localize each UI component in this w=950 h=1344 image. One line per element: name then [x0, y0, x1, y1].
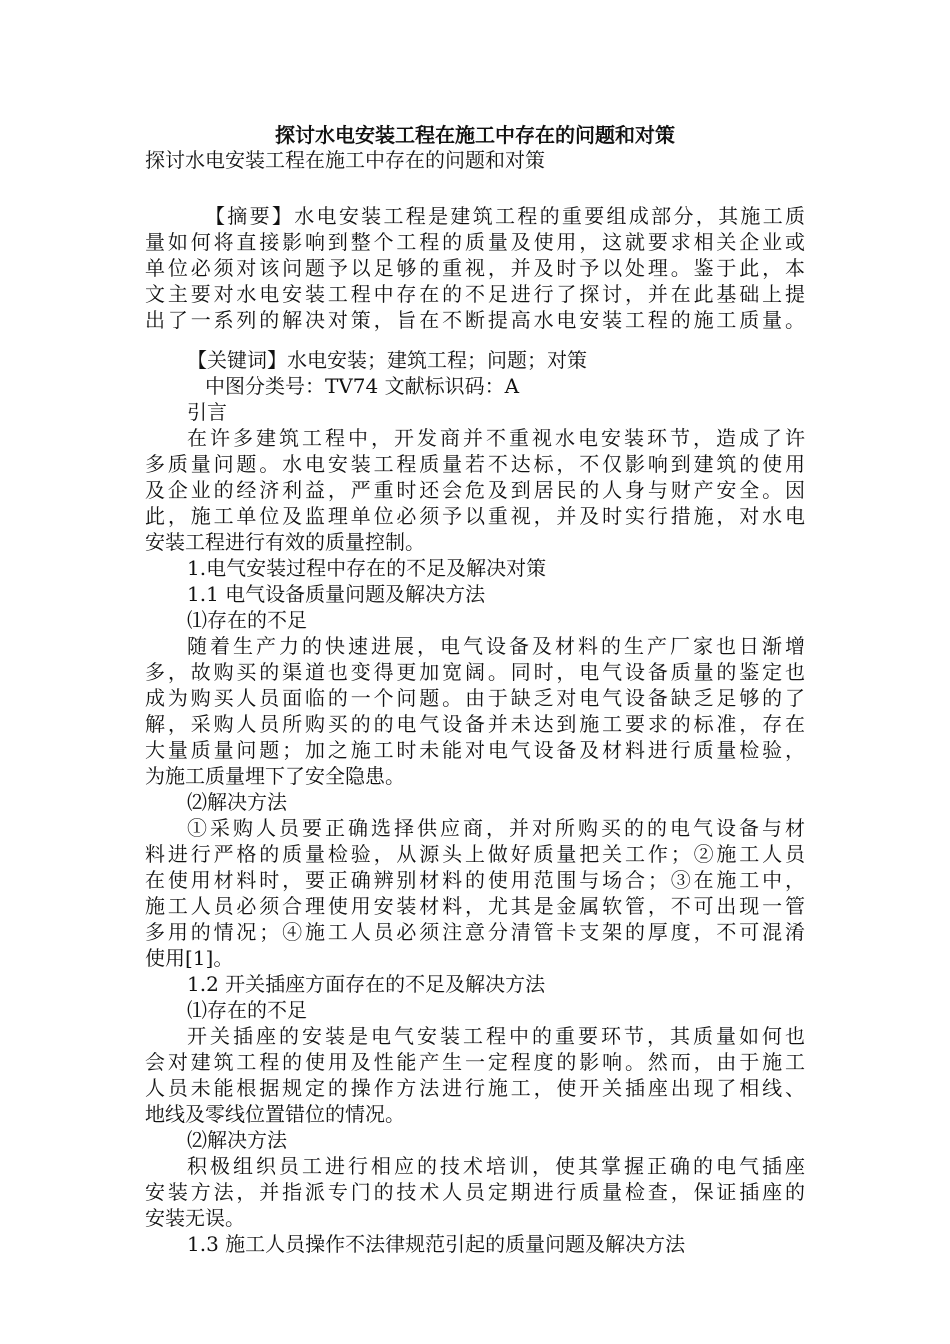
abstract-line: 文主要对水电安装工程中存在的不足进行了探讨，并在此基础上提	[145, 282, 805, 306]
body-line: 引言	[187, 400, 227, 424]
body-line: 1.电气安装过程中存在的不足及解决对策	[187, 556, 547, 580]
body-line: ⑴存在的不足	[187, 608, 307, 632]
body-line: ⑴存在的不足	[187, 998, 307, 1022]
body-line: 积极组织员工进行相应的技术培训，使其掌握正确的电气插座	[187, 1154, 805, 1178]
body-line: 为施工质量埋下了安全隐患。	[145, 764, 405, 788]
body-line: 随着生产力的快速进展，电气设备及材料的生产厂家也日渐增	[187, 634, 805, 658]
body-line: 及企业的经济利益，严重时还会危及到居民的人身与财产安全。因	[145, 478, 805, 502]
body-line: 1.2 开关插座方面存在的不足及解决方法	[187, 972, 546, 996]
body-line: 在许多建筑工程中，开发商并不重视水电安装环节，造成了许	[187, 426, 805, 450]
document-subtitle: 探讨水电安装工程在施工中存在的问题和对策	[145, 148, 545, 172]
document-title: 探讨水电安装工程在施工中存在的问题和对策	[275, 123, 675, 147]
body-line: 1.3 施工人员操作不法律规范引起的质量问题及解决方法	[187, 1232, 686, 1256]
body-line: 开关插座的安装是电气安装工程中的重要环节，其质量如何也	[187, 1024, 805, 1048]
abstract-paragraph	[145, 203, 805, 333]
body-line: 料进行严格的质量检验，从源头上做好质量把关工作；②施工人员	[145, 842, 805, 866]
keywords-block	[145, 347, 805, 373]
body-text	[145, 399, 805, 1257]
document-subtitle-block	[145, 147, 805, 173]
body-line: ①采购人员要正确选择供应商，并对所购买的的电气设备与材	[187, 816, 805, 840]
abstract-line: 量如何将直接影响到整个工程的质量及使用，这就要求相关企业或	[145, 230, 805, 254]
classification-block	[145, 373, 805, 399]
body-line: 此，施工单位及监理单位必须予以重视，并及时实行措施，对水电	[145, 504, 805, 528]
body-line: 地线及零线位置错位的情况。	[145, 1102, 405, 1126]
body-line: 会对建筑工程的使用及性能产生一定程度的影响。然而，由于施工	[145, 1050, 805, 1074]
abstract-line: 【摘要】水电安装工程是建筑工程的重要组成部分，其施工质	[205, 204, 805, 228]
body-line: 多用的情况；④施工人员必须注意分清管卡支架的厚度，不可混淆	[145, 920, 805, 944]
abstract-line: 出了一系列的解决对策，旨在不断提高水电安装工程的施工质量。	[145, 308, 805, 332]
body-line: 大量质量问题；加之施工时未能对电气设备及材料进行质量检验，	[145, 738, 805, 762]
body-line: ⑵解决方法	[187, 1128, 287, 1152]
body-line: 施工人员必须合理使用安装材料，尤其是金属软管，不可出现一管	[145, 894, 805, 918]
body-line: 安装工程进行有效的质量控制。	[145, 530, 425, 554]
body-line: 安装无误。	[145, 1206, 245, 1230]
abstract-line: 单位必须对该问题予以足够的重视，并及时予以处理。鉴于此，本	[145, 256, 805, 280]
body-line: 1.1 电气设备质量问题及解决方法	[187, 582, 486, 606]
body-line: ⑵解决方法	[187, 790, 287, 814]
keywords-line: 【关键词】水电安装；建筑工程；问题；对策	[187, 348, 587, 372]
body-line: 安装方法，并指派专门的技术人员定期进行质量检查，保证插座的	[145, 1180, 805, 1204]
body-line: 使用[1]。	[145, 946, 234, 970]
classification-line: 中图分类号：TV74 文献标识码：A	[205, 374, 520, 398]
body-line: 解，采购人员所购买的的电气设备并未达到施工要求的标准，存在	[145, 712, 805, 736]
body-line: 多质量问题。水电安装工程质量若不达标，不仅影响到建筑的使用	[145, 452, 805, 476]
body-line: 多，故购买的渠道也变得更加宽阔。同时，电气设备质量的鉴定也	[145, 660, 805, 684]
body-line: 成为购买人员面临的一个问题。由于缺乏对电气设备缺乏足够的了	[145, 686, 805, 710]
body-line: 在使用材料时，要正确辨别材料的使用范围与场合；③在施工中，	[145, 868, 805, 892]
body-line: 人员未能根据规定的操作方法进行施工，使开关插座出现了相线、	[145, 1076, 805, 1100]
